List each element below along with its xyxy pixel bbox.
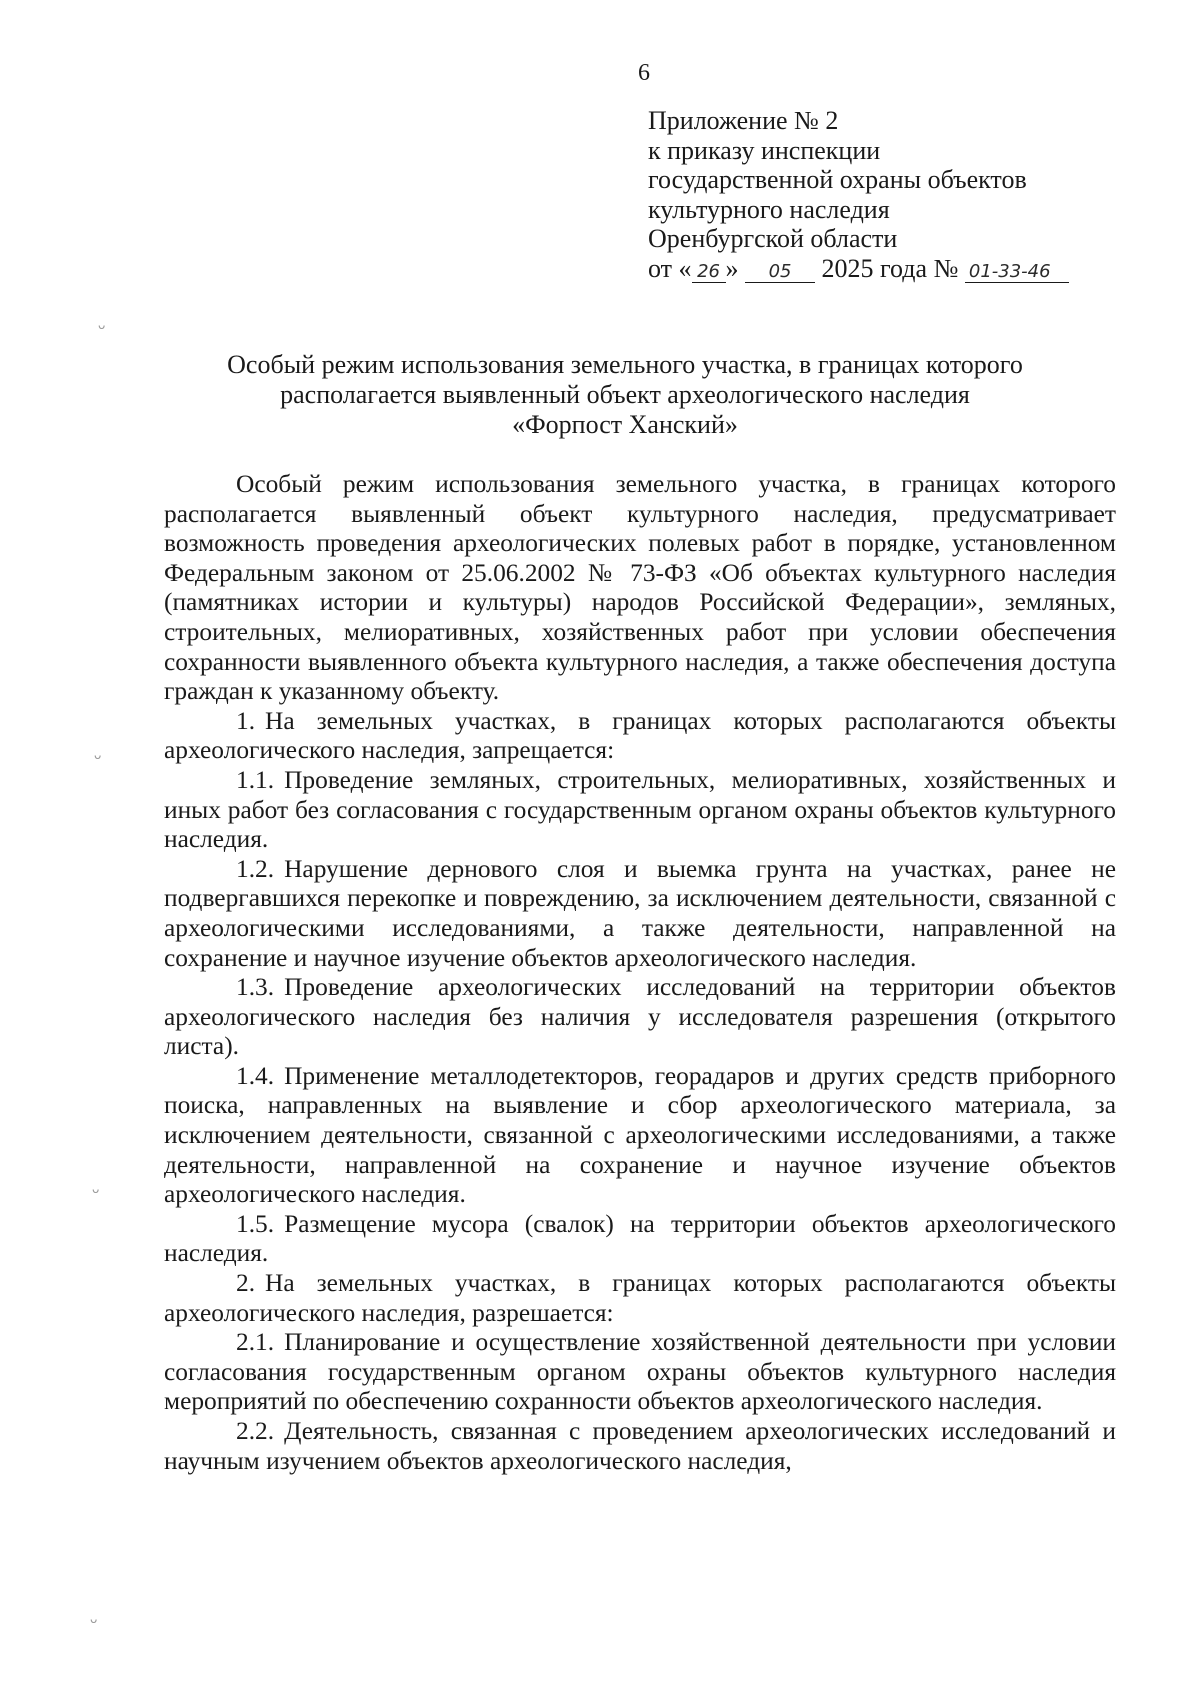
title-line: «Форпост Ханский» [512, 410, 738, 439]
appendix-line: государственной охраны объектов [648, 165, 1027, 194]
paragraph-2 [164, 1269, 1116, 1328]
paragraph-1-4 [164, 1062, 1116, 1210]
date-year: 2025 года № [821, 253, 959, 283]
paragraph-1-5 [164, 1210, 1116, 1269]
document-title [160, 350, 1090, 440]
paragraph-text: На земельных участках, в границах которых располагаются объекты археологического наследия, разрешается: [164, 1269, 1116, 1327]
paragraph-text: На земельных участках, в границах которых располагаются объекты археологического наследия, запрещается: [164, 706, 1116, 765]
paragraph-number: 1.4. [236, 1061, 275, 1090]
document-body [164, 470, 1116, 1476]
paragraph-number: 1.5. [236, 1209, 275, 1238]
paragraph-1-3 [164, 973, 1116, 1062]
paragraph-number: 2.2. [236, 1417, 275, 1445]
paragraph-text: Деятельность, связанная с проведением археологических исследований и научным изучением объектов археологического наследия, [164, 1417, 1116, 1475]
paragraph-number: 1.3. [236, 973, 275, 1002]
paragraph-number: 2.1. [236, 1328, 275, 1357]
appendix-line: Приложение № 2 [648, 106, 839, 135]
paragraph-text: Нарушение дернового слоя и выемка грунта на участках, ранее не подвергавшихся перекопке и повреждению, за исключением деятельности, связанной с археологическими исследованиями, а также деятельности, направленной на сохранение и научное изучение объектов археологического наследия. [164, 854, 1116, 972]
paragraph-1-1 [164, 766, 1116, 855]
date-quote-close: » [725, 253, 739, 283]
paragraph-number: 2. [236, 1269, 256, 1298]
scan-artifact: ᴗ [94, 748, 102, 762]
paragraph-text: Размещение мусора (свалок) на территории объектов археологического наследия. [164, 1209, 1116, 1268]
appendix-line: культурного наследия [648, 194, 890, 224]
scan-artifact: ᴗ [90, 1612, 98, 1626]
page-number: 6 [638, 60, 650, 86]
handwritten-month: 05 [745, 262, 815, 283]
date-prefix: от « [648, 253, 692, 283]
paragraph-number: 1.1. [236, 765, 275, 794]
paragraph-number: 1. [236, 706, 256, 735]
paragraph-1-2 [164, 855, 1116, 973]
order-date-line [648, 254, 1069, 284]
paragraph-2-2 [164, 1417, 1116, 1476]
paragraph-1 [164, 707, 1116, 766]
paragraph-text: Особый режим использования земельного участка, в границах которого располагается выявленный объект культурного наследия, предусматривает возможность проведения археологических полевых работ в порядке, установленном Федеральным законом от 25.06.2002 № 73-ФЗ «Об объектах культурного наследия (памятниках истории и культуры) народов Российской Федерации», земляных, строительных, мелиоративных, хозяйственных работ при условии обеспечения сохранности выявленного объекта культурного наследия, а также обеспечения доступа граждан к указанному объекту. [164, 470, 1116, 706]
paragraph-2-1 [164, 1328, 1116, 1417]
paragraph-text: Применение металлодетекторов, георадаров и других средств приборного поиска, направленных на выявление и сбор археологического материала, за исключением деятельности, связанной с археологическими исследованиями, а также деятельности, направленной на сохранение и научное изучение объектов археологического наследия. [164, 1061, 1116, 1209]
paragraph-text: Планирование и осуществление хозяйственной деятельности при условии согласования государственным органом охраны объектов культурного наследия мероприятий по обеспечению сохранности объектов археологического наследия. [164, 1328, 1116, 1416]
handwritten-day: 26 [692, 262, 726, 283]
appendix-line: Оренбургской области [648, 224, 898, 253]
title-line: Особый режим использования земельного участка, в границах которого [227, 350, 1023, 379]
scan-artifact: ᴗ [98, 318, 106, 332]
appendix-header [648, 106, 1069, 283]
handwritten-order-number: 01-33-46 [965, 262, 1069, 283]
appendix-line: к приказу инспекции [648, 135, 881, 165]
paragraph-intro [164, 470, 1116, 707]
paragraph-text: Проведение земляных, строительных, мелиоративных, хозяйственных и иных работ без согласования с государственным органом охраны объектов культурного наследия. [164, 765, 1116, 854]
paragraph-text: Проведение археологических исследований на территории объектов археологического наследия без наличия у исследователя разрешения (открытого листа). [164, 973, 1116, 1061]
paragraph-number: 1.2. [236, 854, 275, 883]
scan-artifact: ᴗ [92, 1182, 100, 1196]
title-line: располагается выявленный объект археологического наследия [280, 380, 970, 409]
